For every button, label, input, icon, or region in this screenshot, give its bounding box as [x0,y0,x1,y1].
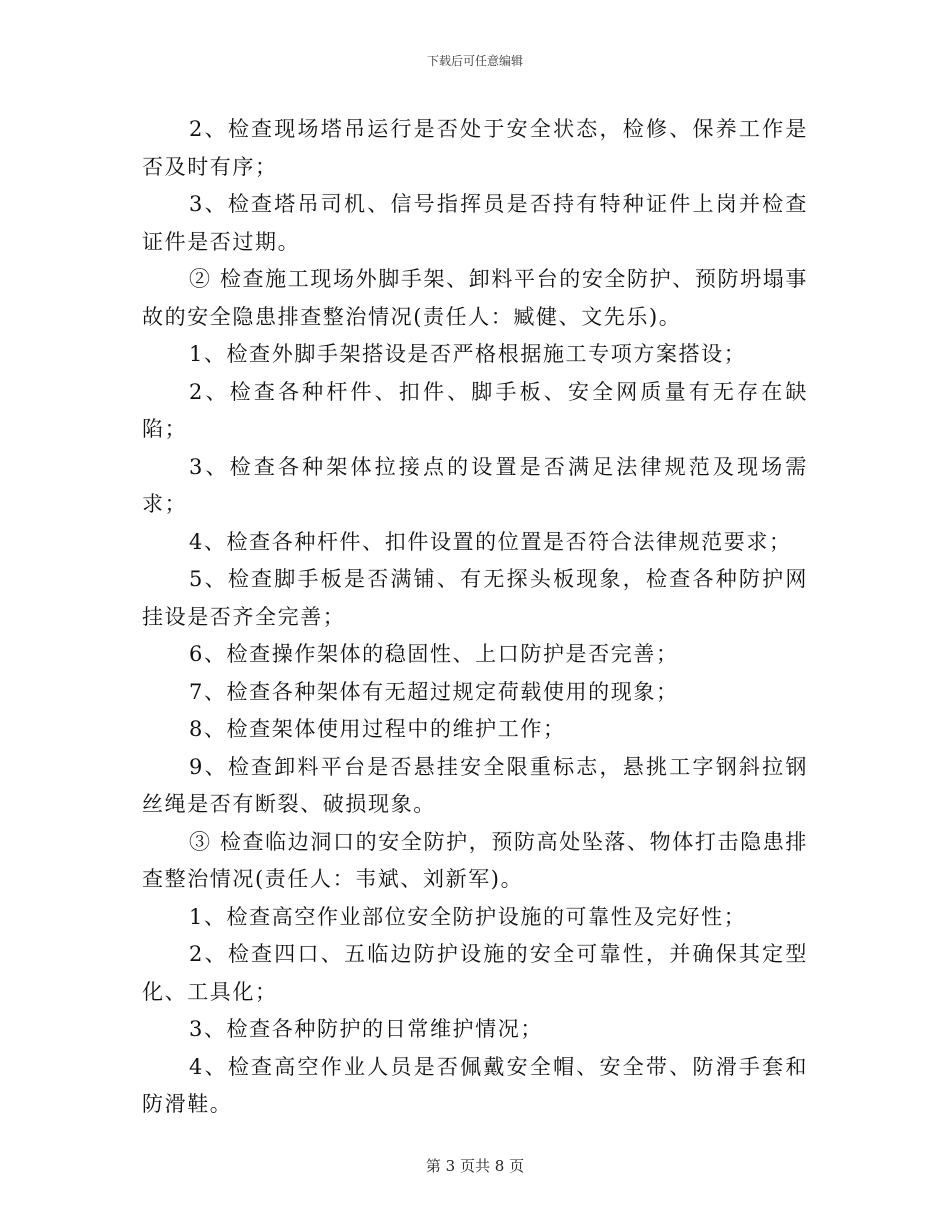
paragraph: 4、检查各种杆件、扣件设置的位置是否符合法律规范要求； [189,529,792,554]
paragraph: 1、检查高空作业部位安全防护设施的可靠性及完好性； [189,904,747,929]
paragraph: 2、检查四口、五临边防护设施的安全可靠性，并确保其定型化、工具化； [142,942,808,1004]
paragraph: 2、检查各种杆件、扣件、脚手板、安全网质量有无存在缺陷； [142,379,808,441]
paragraph: 1、检查外脚手架搭设是否严格根据施工专项方案搭设； [189,342,747,366]
paragraph: 9、检查卸料平台是否悬挂安全限重标志，悬挑工字钢斜拉钢丝绳是否有断裂、破损现象。 [142,754,808,816]
page-header: 下载后可任意编辑 [426,54,523,68]
paragraph: ③ 检查临边洞口的安全防护，预防高处坠落、物体打击隐患排查整治情况(责任人：韦斌、刘新军)。 [142,829,808,891]
paragraph: 3、检查各种架体拉接点的设置是否满足法律规范及现场需求； [142,454,808,516]
paragraph: ② 检查施工现场外脚手架、卸料平台的安全防护、预防坍塌事故的安全隐患排查整治情况(责任人：臧健、文先乐)。 [142,267,808,329]
paragraph: 3、检查各种防护的日常维护情况； [189,1017,543,1041]
paragraph: 4、检查高空作业人员是否佩戴安全帽、安全带、防滑手套和防滑鞋。 [142,1054,808,1116]
document-body [142,111,808,1124]
paragraph: 6、检查操作架体的稳固性、上口防护是否完善； [189,642,679,666]
paragraph: 8、检查架体使用过程中的维护工作； [189,717,566,741]
paragraph: 7、检查各种架体有无超过规定荷载使用的现象； [189,679,679,704]
paragraph: 3、检查塔吊司机、信号指挥员是否持有特种证件上岗并检查证件是否过期。 [142,192,808,254]
paragraph: 5、检查脚手板是否满铺、有无探头板现象，检查各种防护网挂设是否齐全完善； [142,567,808,629]
paragraph: 2、检查现场塔吊运行是否处于安全状态，检修、保养工作是否及时有序； [142,117,808,179]
page-number-footer: 第 3 页共 8 页 [425,1157,525,1175]
